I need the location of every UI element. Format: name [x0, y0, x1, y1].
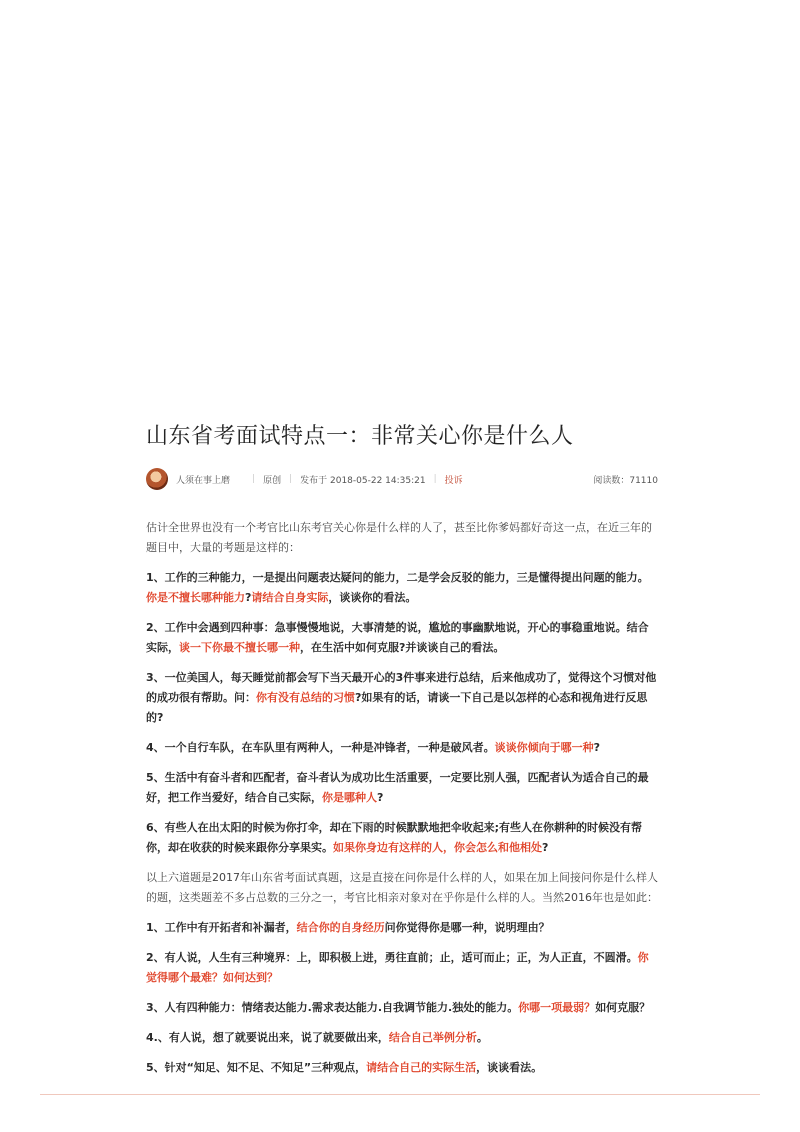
article-content	[146, 518, 658, 1078]
question-item: 2、工作中会遇到四种事：急事慢慢地说，大事清楚的说，尴尬的事幽默地说，开心的事稳重地说。结合实际，谈一下你最不擅长哪一种，在生活中如何克服?并谈谈自己的看法。	[146, 621, 649, 654]
question-item: 1、工作的三种能力，一是提出问题表达疑问的能力，二是学会反驳的能力，三是懂得提出问题的能力。你是不擅长哪种能力?请结合自身实际，谈谈你的看法。	[146, 571, 649, 604]
page-cutoff	[0, 1095, 800, 1132]
question-item: 3、人有四种能力：情绪表达能力.需求表达能力.自我调节能力.独处的能力。你哪一项最弱？如何克服？	[146, 1001, 651, 1014]
highlight-text: 谈一下你最不擅长哪一种	[179, 641, 300, 654]
highlight-text: 你有没有总结的习惯	[256, 691, 355, 704]
highlight-text: 你哪一项最弱？	[518, 1001, 596, 1014]
question-item: 4、一个自行车队，在车队里有两种人，一种是冲锋者，一种是破风者。谈谈你倾向于哪一种?	[146, 741, 601, 754]
divider: |	[289, 474, 293, 484]
question-list-2016	[146, 918, 658, 1078]
publish-time: 发布于 2018-05-22 14:35:21	[300, 475, 426, 486]
question-item: 4.、有人说，想了就要说出来，说了就要做出来，结合自己举例分析。	[146, 1031, 488, 1044]
highlight-text: 你是不擅长哪种能力	[146, 591, 245, 604]
highlight-text: 请结合自身实际	[251, 591, 329, 604]
question-list-2017	[146, 568, 658, 858]
article-title: 山东省考面试特点一：非常关心你是什么人	[146, 424, 574, 449]
author-name[interactable]: 人须在事上磨	[176, 475, 231, 486]
divider: |	[433, 474, 437, 484]
question-item: 6、有些人在出太阳的时候为你打伞，却在下雨的时候默默地把伞收起来;有些人在你耕种的时候没有帮你，却在收获的时候来跟你分享果实。如果你身边有这样的人，你会怎么和他相处?	[146, 821, 643, 854]
article	[146, 420, 658, 1088]
highlight-text: 你是哪种人	[322, 791, 377, 804]
highlight-text: 结合你的自身经历	[296, 921, 385, 934]
question-item: 5、针对“知足、知不足、不知足”三种观点，请结合自己的实际生活，谈谈看法。	[146, 1061, 543, 1074]
highlight-text: 结合自己举例分析	[388, 1031, 477, 1044]
divider: |	[252, 474, 256, 484]
highlight-text: 谈谈你倾向于哪一种	[494, 741, 594, 754]
question-item: 3、一位美国人，每天睡觉前都会写下当天最开心的3件事来进行总结，后来他成功了，觉得这个习惯对他的成功很有帮助。问：你有没有总结的习惯?如果有的话，请谈一下自己是以怎样的心态和视角进行反思的?	[146, 671, 657, 724]
summary-paragraph: 以上六道题是2017年山东省考面试真题，这是直接在问你是什么样的人，如果在加上间接问你是什么样人的题，这类题差不多占总数的三分之一，考官比相亲对象对在乎你是什么样的人。当然2016年也是如此：	[146, 871, 658, 904]
question-item: 5、生活中有奋斗者和匹配者，奋斗者认为成功比生活重要，一定要比别人强，匹配者认为适合自己的最好，把工作当爱好，结合自己实际，你是哪种人?	[146, 771, 649, 804]
report-link[interactable]: 投诉	[444, 475, 463, 486]
intro-paragraph: 估计全世界也没有一个考官比山东考官关心你是什么样的人了，甚至比你爹妈都好奇这一点，在近三年的题目中，大量的考题是这样的：	[146, 521, 652, 554]
avatar[interactable]	[146, 468, 168, 490]
read-count: 阅读数：71110	[593, 475, 658, 486]
highlight-text: 请结合自己的实际生活	[366, 1061, 477, 1074]
article-type: 原创	[263, 475, 282, 486]
question-item: 2、有人说，人生有三种境界：上，即积极上进，勇往直前；止，适可而止；正，为人正直，不圆滑。你觉得哪个最难？如何达到？	[146, 951, 649, 984]
article-meta	[146, 466, 658, 492]
question-item: 1、工作中有开拓者和补漏者，结合你的自身经历问你觉得你是哪一种，说明理由？	[146, 921, 550, 934]
highlight-text: 你觉得哪个最难？如何达到？	[146, 951, 649, 984]
highlight-text: 如果你身边有这样的人，你会怎么和他相处	[333, 841, 542, 854]
